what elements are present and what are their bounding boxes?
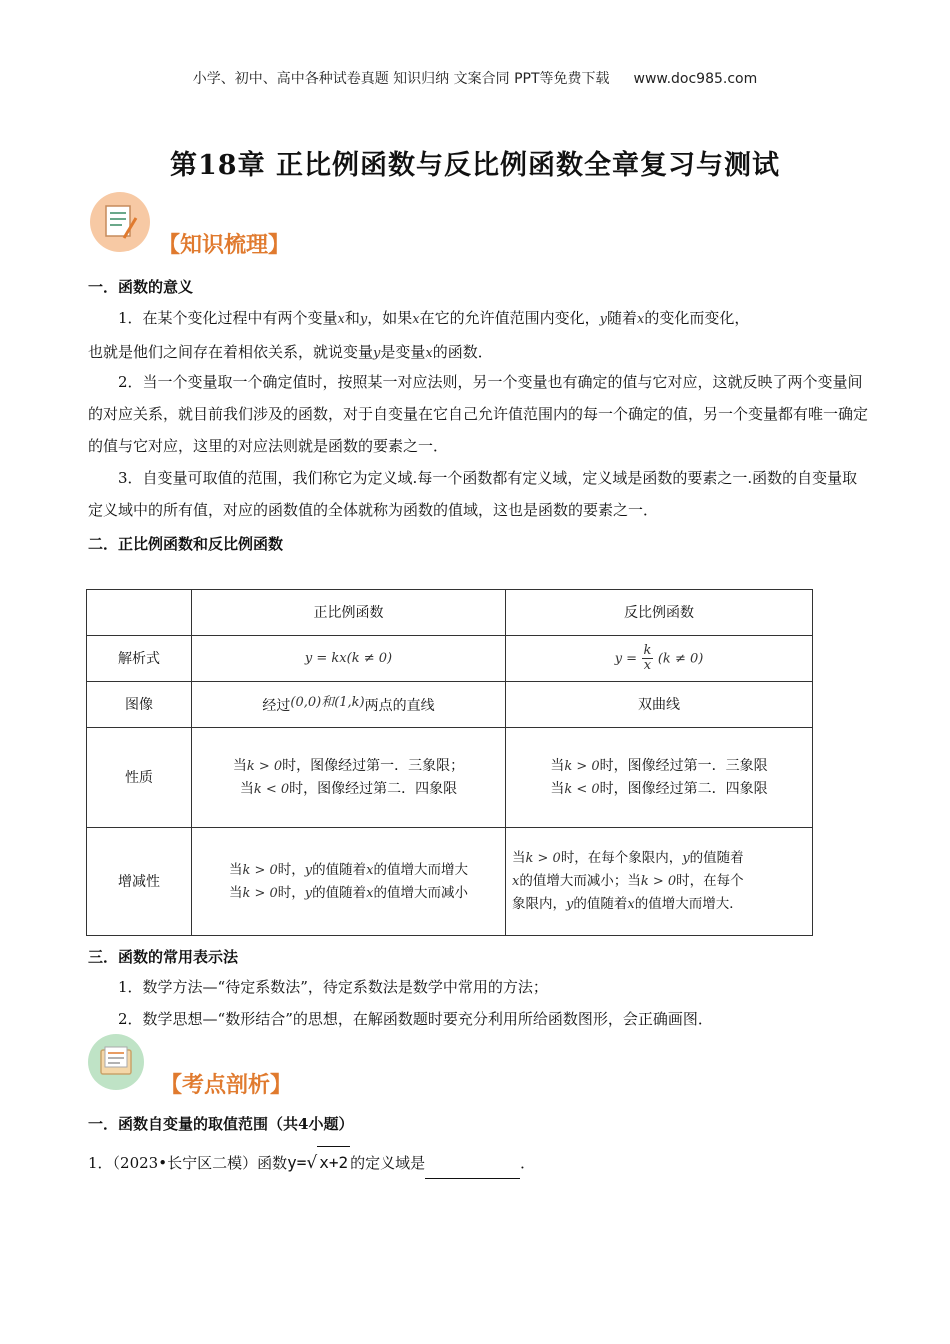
inverse-graph: 双曲线	[506, 682, 813, 728]
inverse-monotonic: 当k > 0时，在每个象限内，y的值随着 x的值增大而减小；当k > 0时，在每个 象限内，y的值随着x的值增大而增大．	[506, 828, 813, 936]
row-label-formula: 解析式	[87, 636, 192, 682]
part2-heading: 二．正比例函数和反比例函数	[88, 535, 284, 553]
knowledge-badge-icon	[90, 192, 150, 252]
table-corner	[87, 590, 192, 636]
direct-property: 当k > 0时，图像经过第一．三象限； 当k < 0时，图像经过第二．四象限	[192, 728, 506, 828]
inverse-property: 当k > 0时，图像经过第一．三象限 当k < 0时，图像经过第二．四象限	[506, 728, 813, 828]
direct-graph: 经过(0,0)和(1,k)两点的直线	[192, 682, 506, 728]
part1-paragraph3: 3．自变量可取值的范围，我们称它为定义域.每一个函数都有定义域，定义域是函数的要素之一.函数的自变量取定义域中的所有值，对应的函数值的全体就称为函数的值域，这也是函数的要素之一．	[88, 469, 858, 519]
row-label-monotonic: 增减性	[87, 828, 192, 936]
question-1: 1．（2023•长宁区二模）函数y=√ x+2 的定义域是 ．	[88, 1146, 868, 1179]
part1-paragraph1: 1．在某个变化过程中有两个变量x和y，如果x在它的允许值范围内变化，y随着x的变化而变化， 也就是他们之间存在着相依关系，就说变量y是变量x的函数．	[88, 309, 750, 361]
answer-blank[interactable]	[425, 1164, 520, 1179]
part3-heading: 三．函数的常用表示法	[88, 948, 239, 966]
row-label-property: 性质	[87, 728, 192, 828]
direct-monotonic: 当k > 0时，y的值随着x的值增大而增大 当k > 0时，y的值随着x的值增大而减小	[192, 828, 506, 936]
part3-item1: 1．数学方法—“待定系数法”，待定系数法是数学中常用的方法；	[118, 978, 548, 996]
section-analysis-title: 【考点剖析】	[160, 1072, 293, 1098]
part1-heading: 一．函数的意义	[88, 278, 194, 296]
direct-formula: y = kx(k ≠ 0)	[192, 636, 506, 682]
part3-item2: 2．数学思想—“数形结合”的思想，在解函数题时要充分利用所给函数图形，会正确画图．	[118, 1010, 713, 1028]
inverse-formula: y = $\frac{k}{x}$ (k ≠ 0)	[506, 636, 813, 682]
page-header	[0, 68, 950, 88]
row-label-graph: 图像	[87, 682, 192, 728]
analysis-badge-icon	[88, 1034, 144, 1090]
part1-paragraph2: 2．当一个变量取一个确定值时，按照某一对应法则，另一个变量也有确定的值与它对应，这就反映了两个变量间的对应关系，就目前我们涉及的函数，对于自变量在它自己允许值范围内的每一个确定的值，另一个变量都有唯一确定的值与它对应，这里的对应法则就是函数的要素之一．	[88, 373, 869, 455]
page-title: 第18章 正比例函数与反比例函数全章复习与测试	[170, 150, 780, 181]
table-header-inverse: 反比例函数	[506, 590, 813, 636]
table-header-direct: 正比例函数	[192, 590, 506, 636]
header-site[interactable]: www.doc985.com	[633, 71, 758, 87]
section-knowledge-title: 【知识梳理】	[158, 232, 291, 258]
part4-heading: 一．函数自变量的取值范围（共4小题）	[88, 1115, 354, 1133]
function-comparison-table	[86, 589, 813, 936]
header-text: 小学、初中、高中各种试卷真题 知识归纳 文案合同 PPT等免费下载	[192, 71, 610, 87]
